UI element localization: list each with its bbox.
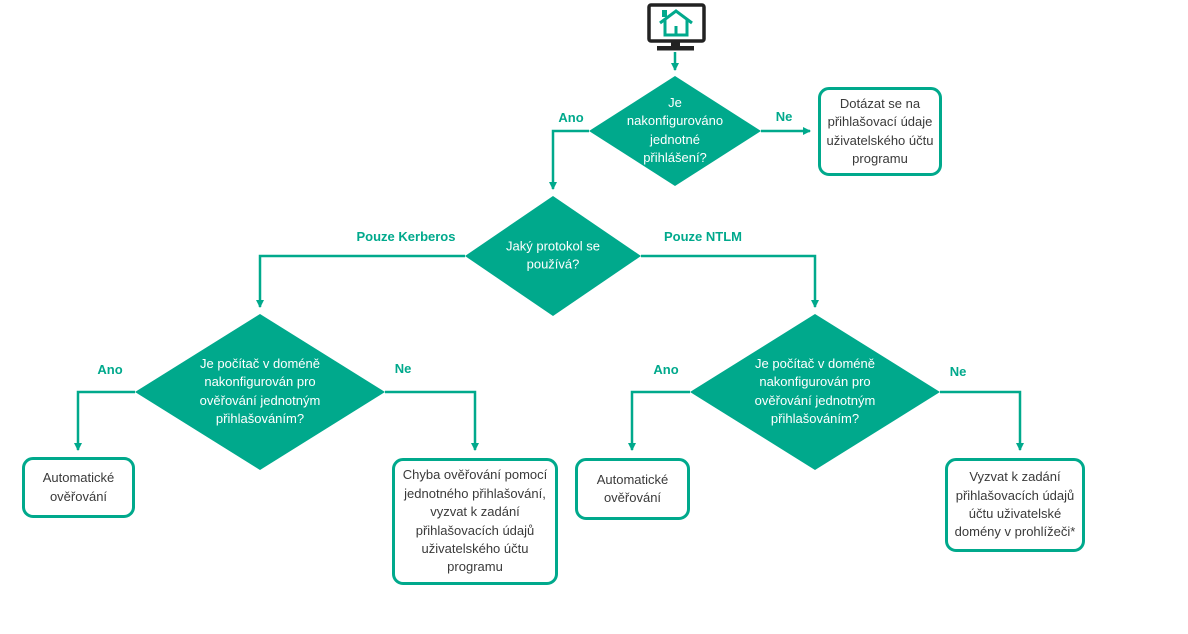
outcome-box-ask-app-credentials [818, 87, 942, 176]
outcome-text-ask-app-credentials: Dotázat se na přihlašovací údaje uživatelského účtu programu [826, 95, 934, 166]
edge-label-d2-ntlm: Pouze NTLM [664, 229, 742, 244]
outcome-text-auto-auth-kerberos: Automatické ověřování [42, 470, 115, 504]
outcome-box-sso-error-prompt [392, 458, 558, 585]
monitor-stand-stem [671, 41, 680, 46]
decision-text-domain-sso-kerberos: Je počítač v doméně nakonfigurován pro ověřování jednotným přihlašováním? [199, 356, 321, 427]
edge-d1-yes [553, 131, 589, 189]
edge-label-d1-no: Ne [775, 109, 793, 124]
edge-d2-ntlm [641, 256, 815, 307]
edge-d4-yes [632, 392, 690, 450]
outcome-text-auto-auth-ntlm: Automatické ověřování [596, 471, 669, 505]
monitor-home-icon [649, 5, 704, 51]
outcome-box-browser-domain-prompt [945, 458, 1085, 552]
edge-d4-no [940, 392, 1020, 450]
monitor-stand-base [657, 46, 694, 51]
decision-text-protocol: Jaký protokol se používá? [506, 238, 600, 272]
edge-d2-kerberos [260, 256, 465, 307]
outcome-box-auto-auth-kerberos [22, 457, 135, 518]
decision-text-sso-configured: Je nakonfigurováno jednotné přihlášení? [626, 95, 724, 166]
edge-d3-yes [78, 392, 135, 450]
edge-d3-no [385, 392, 475, 450]
edge-label-d4-no: Ne [949, 364, 967, 379]
edge-label-d3-no: Ne [394, 361, 412, 376]
edge-label-d3-yes: Ano [97, 362, 123, 377]
outcome-box-auto-auth-ntlm [575, 458, 690, 520]
outcome-text-browser-domain-prompt: Vyzvat k zadání přihlašovacích údajů účtu uživatelské domény v prohlížeči* [954, 469, 1076, 540]
edge-label-d4-yes: Ano [653, 362, 679, 377]
edge-label-d1-yes: Ano [558, 110, 584, 125]
decision-text-domain-sso-ntlm: Je počítač v doméně nakonfigurován pro ověřování jednotným přihlašováním? [754, 356, 876, 427]
edge-label-d2-kerberos: Pouze Kerberos [356, 229, 456, 244]
outcome-text-sso-error-prompt: Chyba ověřování pomocí jednotného přihlašování, vyzvat k zadání přihlašovacích údajů uživatelského účtu programu [402, 467, 548, 575]
